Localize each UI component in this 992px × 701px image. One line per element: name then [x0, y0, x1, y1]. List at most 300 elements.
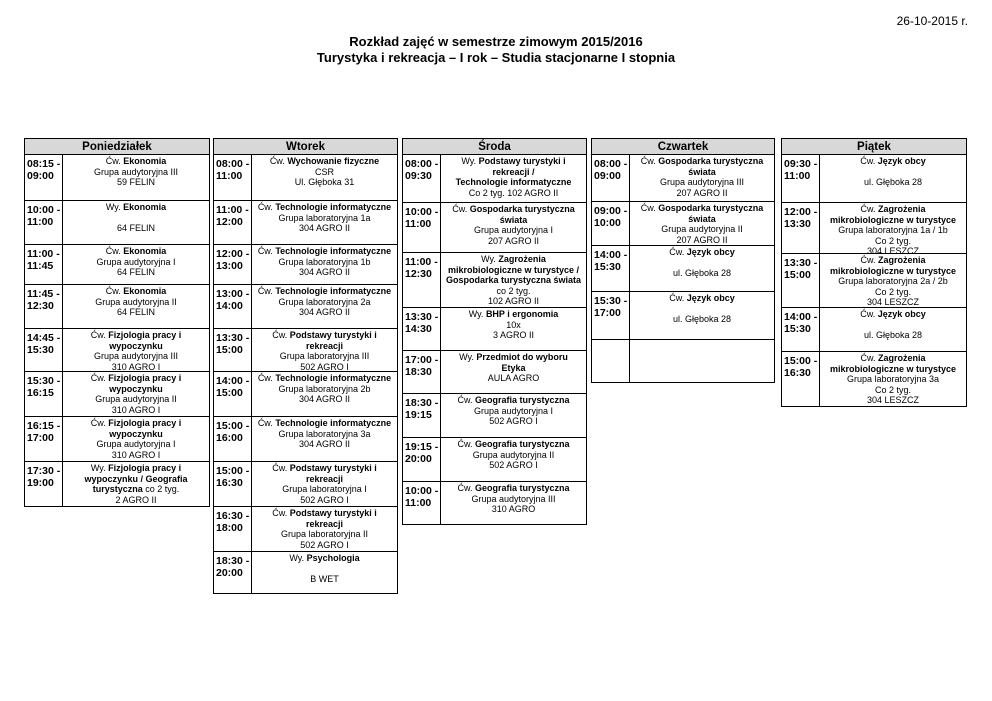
- content-text: 310 AGRO: [491, 504, 536, 514]
- subject-name: Język obcy: [877, 309, 926, 319]
- content-text: 207 AGRO II: [487, 235, 540, 246]
- subject-name: Technologie informatyczne: [275, 202, 392, 212]
- content-line: [441, 236, 586, 247]
- slot-time-end: 11:45: [27, 260, 54, 272]
- slot-time-start: 14:00 -: [594, 249, 628, 261]
- content-line: [630, 188, 774, 199]
- content-text: 304 LESZCZ: [866, 395, 920, 405]
- content-line: [820, 297, 966, 307]
- content-line: [441, 320, 586, 331]
- slot-time-end: 14:00: [216, 300, 243, 312]
- content-line: [63, 373, 209, 384]
- slot-time-end: 11:00: [784, 170, 811, 182]
- content-line: [252, 223, 397, 234]
- content-text: Grupa audytoryjna I: [473, 225, 554, 235]
- slot-time-end: 16:30: [216, 477, 243, 489]
- slot-time: [592, 155, 630, 201]
- class-slot: [402, 351, 587, 394]
- content-line: [630, 177, 774, 188]
- content-text: Grupa audytoryjna II: [472, 449, 555, 460]
- content-text: Ćw.: [105, 246, 124, 256]
- content-text: 502 AGRO I: [300, 361, 349, 371]
- content-line: [820, 374, 966, 385]
- content-text: Grupa audytoryjna II: [95, 296, 177, 307]
- slot-content: [441, 394, 586, 437]
- content-line: [252, 286, 397, 297]
- content-text: 59 FELIN: [116, 177, 156, 187]
- slot-time: [403, 394, 441, 437]
- content-text: 310 AGRO I: [111, 361, 161, 371]
- subject-name: Gospodarka turystyczna: [469, 204, 575, 214]
- content-line: [63, 351, 209, 362]
- subject-name: Zagrożenia: [878, 353, 926, 363]
- content-line: [252, 564, 397, 575]
- content-line: [252, 330, 397, 341]
- content-line: [252, 156, 397, 167]
- content-line: [441, 352, 586, 363]
- class-slot: [781, 203, 967, 254]
- content-text: Grupa audytoryjna I: [473, 405, 554, 416]
- slot-time-end: 16:15: [27, 387, 54, 399]
- slot-content: [252, 329, 397, 371]
- class-slot: [24, 201, 210, 245]
- slot-time-start: 15:30 -: [27, 375, 61, 387]
- content-text: ul. Głęboka 28: [863, 177, 923, 187]
- class-slot: [402, 308, 587, 351]
- slot-time-end: [594, 354, 629, 365]
- slot-content: [630, 292, 774, 339]
- content-line: [252, 267, 397, 278]
- content-text: Grupa laboratoryjna 1b: [278, 256, 371, 267]
- class-slot: [402, 253, 587, 308]
- content-text: 2 AGRO II: [115, 494, 157, 505]
- content-line: [441, 156, 586, 167]
- slot-content: [252, 155, 397, 200]
- content-line: [252, 474, 397, 485]
- subject-name: rekreacji: [305, 518, 344, 529]
- slot-time-start: 10:00 -: [405, 485, 439, 497]
- content-line: [63, 484, 209, 495]
- content-line: [630, 203, 774, 214]
- content-line: [63, 405, 209, 416]
- subject-name: Ekonomia: [123, 156, 167, 166]
- slot-content: [441, 438, 586, 481]
- slot-time-start: 13:30 -: [405, 311, 439, 323]
- slot-time: [214, 201, 252, 244]
- content-line: [63, 450, 209, 461]
- class-slot: [213, 155, 398, 201]
- slot-time-end: 11:00: [405, 218, 432, 230]
- class-slot: [591, 155, 775, 202]
- subject-name: turystyczna: [92, 484, 143, 494]
- content-text: Ćw.: [640, 203, 659, 213]
- subject-name: Geografia turystyczna: [474, 395, 570, 405]
- slot-time: [214, 245, 252, 284]
- slot-time-end: 09:00: [27, 170, 54, 182]
- content-line: [63, 362, 209, 372]
- slot-time: [214, 155, 252, 200]
- slot-time: [592, 246, 630, 291]
- slot-time-start: 11:00 -: [216, 204, 249, 216]
- content-line: [820, 395, 966, 406]
- slot-time-start: 16:30 -: [216, 510, 250, 522]
- subject-name: wypoczynku: [109, 383, 163, 394]
- subject-name: Geografia turystyczna: [474, 439, 570, 449]
- content-text: Wy.: [481, 254, 499, 264]
- content-text: 502 AGRO I: [489, 460, 538, 470]
- content-text: Wy.: [90, 463, 109, 473]
- content-text: Ćw.: [269, 156, 288, 166]
- content-line: [63, 307, 209, 318]
- content-text: Ćw.: [669, 247, 687, 257]
- content-line: [63, 213, 209, 224]
- content-line: [630, 314, 774, 325]
- content-line: [63, 429, 209, 440]
- subject-name: świata: [688, 166, 716, 177]
- class-slot: [781, 352, 967, 407]
- slot-time-start: 09:00 -: [594, 205, 628, 217]
- content-text: AULA AGRO: [487, 373, 540, 383]
- content-line: [63, 439, 209, 450]
- content-line: [630, 247, 774, 258]
- slot-time: [25, 155, 63, 200]
- content-line: [252, 439, 397, 450]
- content-line: [820, 364, 966, 375]
- class-slot: [24, 285, 210, 329]
- content-text: ul. Głęboka 28: [672, 268, 732, 278]
- subject-name: Fizjologia pracy i: [108, 463, 182, 473]
- subject-name: mikrobiologiczne w turystyce: [829, 363, 957, 374]
- subject-name: świata: [499, 214, 528, 225]
- slot-time: [25, 372, 63, 416]
- slot-time: [403, 253, 441, 307]
- content-text: Grupa audytoryjna I: [96, 256, 176, 267]
- content-line: [441, 494, 586, 505]
- content-line: [441, 204, 586, 215]
- slot-content: [252, 285, 397, 328]
- subject-name: Wychowanie fizyczne: [287, 156, 380, 166]
- content-text: 304 AGRO II: [298, 267, 351, 277]
- content-text: 3 AGRO II: [492, 330, 534, 340]
- slot-time-end: 11:00: [405, 497, 432, 509]
- slot-content: [63, 285, 209, 328]
- subject-name: wypoczynku: [109, 340, 163, 351]
- class-slot: [591, 340, 775, 383]
- slot-time-end: 20:00: [405, 453, 432, 465]
- slot-content: [252, 245, 397, 284]
- content-text: Ćw.: [457, 439, 475, 449]
- content-line: [252, 574, 397, 585]
- slot-time: [403, 203, 441, 252]
- slot-content: [63, 462, 209, 506]
- slot-time-start: 11:00 -: [405, 256, 438, 268]
- slot-time-start: 18:30 -: [216, 555, 250, 567]
- class-slot: [781, 155, 967, 203]
- content-line: [252, 167, 397, 178]
- slot-content: [441, 253, 586, 307]
- class-slot: [24, 245, 210, 285]
- content-line: [63, 202, 209, 213]
- slot-time-start: 17:00 -: [405, 354, 439, 366]
- content-text: Ćw.: [457, 395, 475, 405]
- slot-time-end: 15:30: [784, 323, 811, 335]
- schedule-title: Rozkład zajęć w semestrze zimowym 2015/2016: [349, 34, 643, 49]
- slot-time-end: 13:00: [216, 260, 243, 272]
- document-date: 26-10-2015 r.: [896, 14, 968, 28]
- slot-time-end: 15:00: [216, 387, 243, 399]
- class-slot: [213, 285, 398, 329]
- content-text: 10x: [506, 319, 521, 330]
- class-slot: [213, 329, 398, 372]
- slot-time: [403, 308, 441, 350]
- slot-time-end: 20:00: [216, 567, 243, 579]
- content-text: Ćw.: [257, 418, 276, 428]
- slot-time: [214, 552, 252, 593]
- content-line: [441, 265, 586, 276]
- class-slot: [781, 308, 967, 352]
- content-text: Ćw.: [257, 373, 276, 383]
- slot-time-end: 15:00: [784, 269, 811, 281]
- subject-name: Język obcy: [686, 247, 735, 257]
- content-line: [441, 483, 586, 494]
- slot-time-end: 11:00: [216, 170, 243, 182]
- subject-name: Fizjologia pracy i: [108, 330, 182, 340]
- day-column: [24, 138, 210, 507]
- slot-time: [214, 285, 252, 328]
- content-line: [820, 177, 966, 188]
- content-line: [63, 330, 209, 341]
- content-text: Ćw.: [105, 156, 124, 166]
- slot-content: [441, 155, 586, 202]
- content-line: [252, 341, 397, 352]
- class-slot: [213, 552, 398, 594]
- day-header: Środa: [402, 138, 587, 155]
- slot-content: [820, 308, 966, 351]
- subject-name: rekreacji: [305, 473, 344, 484]
- content-line: [252, 213, 397, 224]
- class-slot: [591, 202, 775, 246]
- slot-content: [630, 202, 774, 245]
- content-text: Wy.: [468, 309, 486, 319]
- content-line: [441, 177, 586, 188]
- slot-time: [214, 372, 252, 416]
- slot-time: [592, 202, 630, 245]
- content-text: Wy.: [289, 553, 307, 563]
- slot-time-end: 09:30: [405, 170, 432, 182]
- subject-name: Technologie informatyczne: [275, 373, 392, 383]
- day-header: Czwartek: [591, 138, 775, 155]
- slot-time-end: 12:30: [405, 268, 432, 280]
- content-line: [820, 204, 966, 215]
- slot-time: [214, 507, 252, 551]
- content-text: Grupa audytoryjna II: [95, 394, 177, 404]
- content-line: [820, 276, 966, 287]
- content-text: Grupa laboratoryjna 3a: [278, 428, 371, 439]
- class-slot: [402, 482, 587, 525]
- content-line: [820, 266, 966, 277]
- subject-name: Technologie informatyczne: [455, 177, 572, 187]
- slot-time-end: 16:00: [216, 432, 243, 444]
- slot-time: [25, 245, 63, 284]
- content-line: [441, 286, 586, 297]
- slot-time-end: 11:00: [27, 216, 54, 228]
- content-line: [252, 246, 397, 257]
- content-text: Ćw.: [257, 246, 276, 256]
- content-text: co 2 tyg.: [142, 484, 180, 494]
- slot-content: [441, 203, 586, 252]
- subject-name: Psychologia: [306, 553, 360, 563]
- content-line: [441, 504, 586, 515]
- content-text: Wy.: [105, 202, 124, 212]
- content-line: [252, 540, 397, 551]
- content-line: [441, 309, 586, 320]
- class-slot: [213, 372, 398, 417]
- subject-name: Język obcy: [877, 156, 926, 166]
- content-line: [820, 353, 966, 364]
- subject-name: rekreacji /: [492, 166, 535, 177]
- subject-name: Fizjologia pracy i: [108, 373, 182, 383]
- class-slot: [402, 394, 587, 438]
- day-column: [591, 138, 775, 383]
- content-text: 207 AGRO II: [676, 187, 728, 198]
- slot-time-start: 14:45 -: [27, 332, 61, 344]
- slot-time-start: 11:45 -: [27, 288, 60, 300]
- content-line: [252, 202, 397, 213]
- class-slot: [213, 245, 398, 285]
- slot-time-start: 10:00 -: [405, 206, 439, 218]
- content-line: [63, 257, 209, 268]
- content-text: Grupa laboratoryjna I: [282, 484, 367, 494]
- content-text: Ćw.: [860, 156, 878, 166]
- subject-name: świata: [688, 213, 716, 224]
- content-line: [820, 236, 966, 247]
- day-header: Piątek: [781, 138, 967, 155]
- content-text: 102 AGRO II: [487, 296, 540, 306]
- content-line: [441, 254, 586, 265]
- subject-name: wypoczynku: [109, 428, 163, 439]
- slot-time-start: 12:00 -: [784, 206, 818, 218]
- content-line: [630, 214, 774, 225]
- subject-name: Technologie informatyczne: [275, 246, 392, 256]
- content-line: [630, 304, 774, 315]
- class-slot: [24, 417, 210, 462]
- slot-time-end: 15:30: [27, 344, 54, 356]
- content-line: [441, 215, 586, 226]
- subject-name: Etyka: [501, 362, 526, 373]
- content-line: [252, 429, 397, 440]
- slot-time: [214, 462, 252, 506]
- slot-time-start: 08:15 -: [27, 158, 61, 170]
- content-text: Ćw.: [860, 309, 878, 319]
- slot-content: [252, 201, 397, 244]
- subject-name: Gospodarka turystyczna: [658, 203, 764, 213]
- content-line: [820, 215, 966, 226]
- content-line: [63, 246, 209, 257]
- slot-time-start: 08:00 -: [405, 158, 439, 170]
- subject-name: BHP i ergonomia: [485, 309, 559, 319]
- slot-time-start: 10:00 -: [27, 204, 61, 216]
- content-line: [63, 384, 209, 395]
- slot-time-start: [594, 343, 629, 354]
- slot-content: [820, 203, 966, 253]
- content-text: Ul. Głęboka 31: [294, 177, 355, 187]
- content-line: [63, 495, 209, 506]
- content-line: [441, 275, 586, 286]
- subject-name: mikrobiologiczne w turystyce /: [447, 264, 580, 275]
- content-line: [820, 287, 966, 298]
- content-line: [63, 474, 209, 485]
- content-line: [820, 330, 966, 341]
- content-line: [63, 267, 209, 278]
- slot-time-end: 15:00: [216, 344, 243, 356]
- subject-name: Podstawy turystyki i: [478, 156, 566, 166]
- slot-time-end: 10:00: [594, 217, 621, 229]
- slot-time-start: 14:00 -: [784, 311, 818, 323]
- slot-time-end: 16:30: [784, 367, 811, 379]
- content-text: Grupa laboratoryjna III: [279, 351, 370, 361]
- slot-time-start: 15:00 -: [216, 420, 250, 432]
- content-text: 304 AGRO II: [298, 223, 351, 233]
- content-line: [820, 255, 966, 266]
- content-text: Ćw.: [860, 204, 878, 214]
- schedule-subtitle: Turystyka i rekreacja – I rok – Studia stacjonarne I stopnia: [316, 50, 676, 65]
- slot-time-end: 17:00: [594, 307, 621, 319]
- content-text: Grupa laboratoryjna II: [280, 529, 369, 539]
- content-line: [63, 341, 209, 352]
- content-text: Ćw.: [90, 373, 109, 383]
- content-text: 304 AGRO II: [298, 394, 351, 404]
- content-line: [252, 484, 397, 495]
- class-slot: [402, 203, 587, 253]
- slot-time-start: 13:00 -: [216, 288, 250, 300]
- slot-time-start: 13:30 -: [216, 332, 250, 344]
- content-text: Ćw.: [452, 204, 470, 214]
- content-text: ul. Głęboka 28: [672, 314, 732, 324]
- subject-name: Technologie informatyczne: [275, 418, 392, 428]
- slot-content: [252, 372, 397, 416]
- slot-content: [63, 201, 209, 244]
- subject-name: Podstawy turystyki i: [289, 330, 377, 340]
- content-text: Co 2 tyg.: [874, 286, 912, 297]
- slot-time-end: 19:15: [405, 409, 432, 421]
- class-slot: [591, 292, 775, 340]
- content-text: 64 FELIN: [116, 223, 156, 233]
- content-line: [63, 297, 209, 308]
- content-line: [63, 223, 209, 234]
- slot-time-end: 12:30: [27, 300, 54, 312]
- subject-name: Technologie informatyczne: [275, 286, 392, 296]
- content-line: [441, 296, 586, 307]
- subject-name: Ekonomia: [123, 286, 167, 296]
- content-line: [252, 495, 397, 506]
- content-text: 304 AGRO II: [298, 307, 351, 317]
- content-text: Grupa laboratoryjna 2a / 2b: [838, 276, 948, 286]
- slot-time-start: 09:30 -: [784, 158, 818, 170]
- slot-time: [782, 203, 820, 253]
- day-header: Poniedziałek: [24, 138, 210, 155]
- class-slot: [24, 462, 210, 507]
- slot-time-start: 16:15 -: [27, 420, 61, 432]
- content-line: [252, 553, 397, 564]
- slot-time: [25, 201, 63, 244]
- subject-name: Podstawy turystyki i: [289, 508, 377, 518]
- content-line: [252, 519, 397, 530]
- class-slot: [24, 155, 210, 201]
- content-text: Ćw.: [272, 463, 290, 473]
- content-line: [820, 309, 966, 320]
- content-text: Ćw.: [257, 286, 276, 296]
- subject-name: Zagrożenia: [878, 204, 926, 214]
